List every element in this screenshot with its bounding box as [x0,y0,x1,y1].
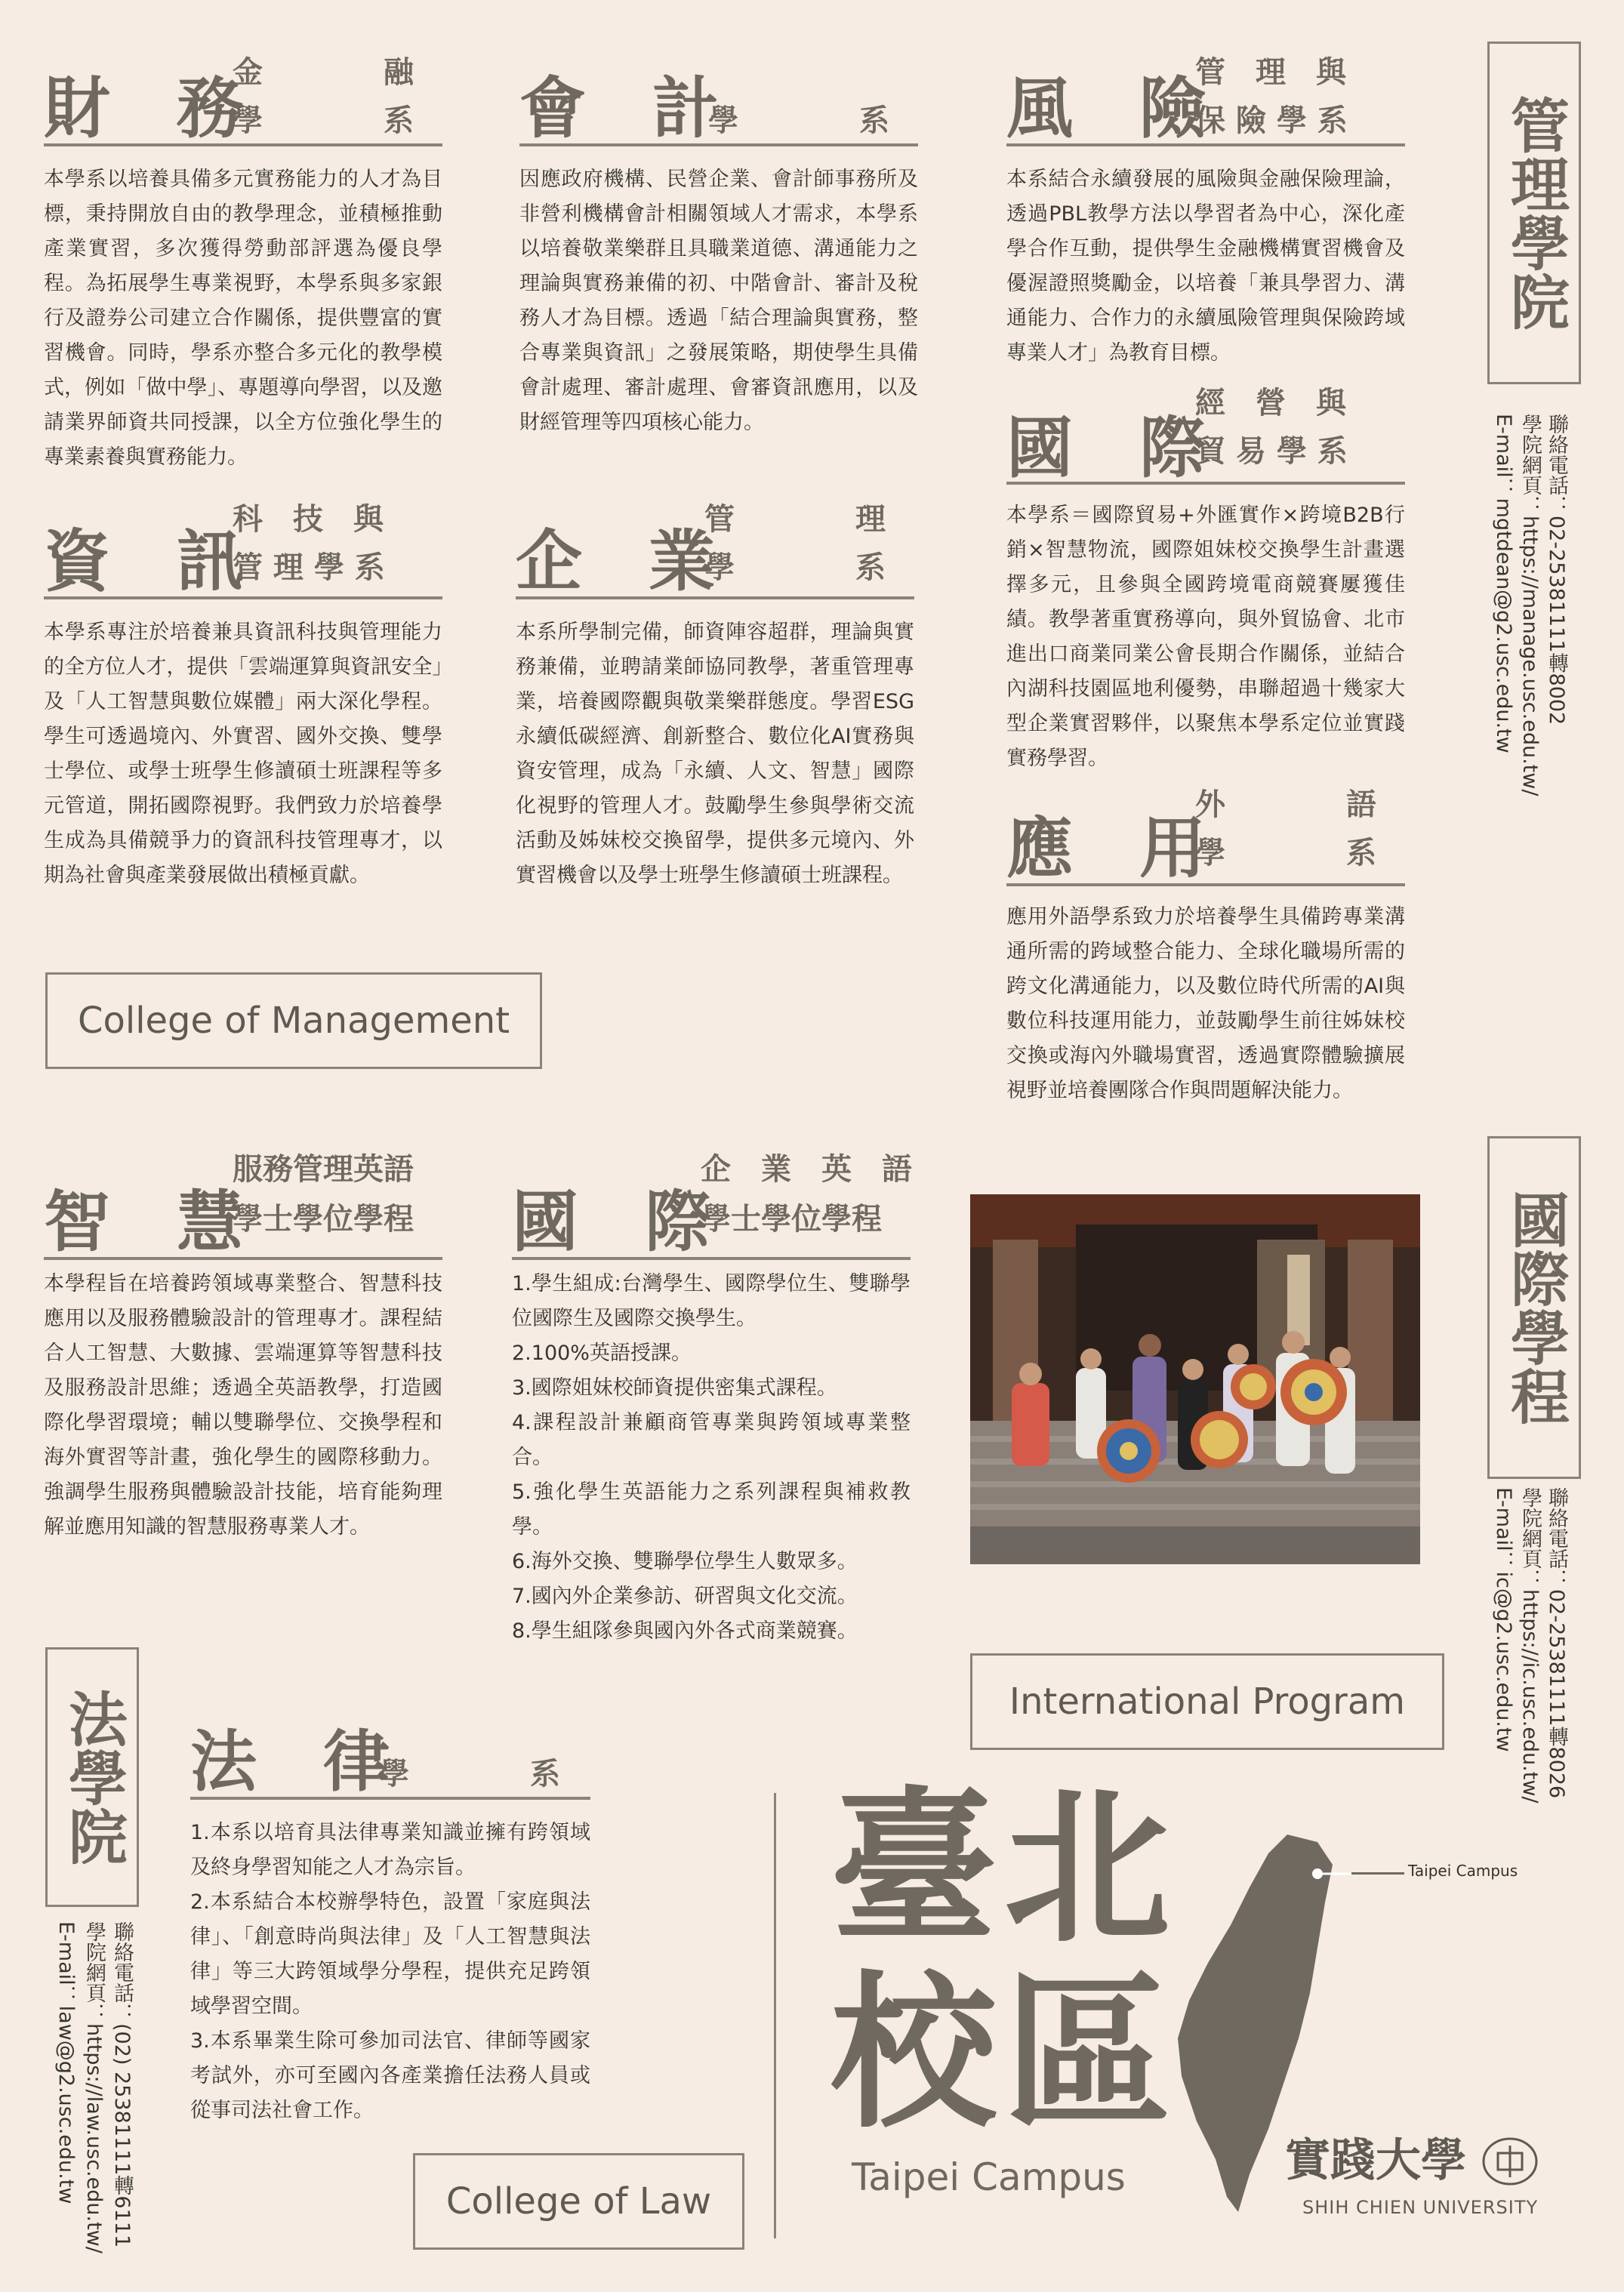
dept-title [190,1684,590,1800]
dept-title [1006,370,1405,485]
dept-sub2: 學 系 [708,103,889,138]
taipei-marker [1312,1868,1323,1879]
dept-title [44,30,442,146]
dept-name: 企 業 [516,522,716,600]
dept-sub1: 外 語 [1195,787,1376,822]
dept-title [519,30,918,146]
dept-sub2: 管 理 學 系 [233,550,385,585]
dept-description: 因應政府機構、民營企業、會計師事務所及非營利機構會計相關領域人才需求，本學系以培養敬業樂群且具職業道德、溝通能力之理論與實務兼備的初、中階會計、審計及稅務人才為目標。透過「結合理論與實務，整合專業與資訊」之發展策略，期使學生具備會計處理、審計處理、會審資訊應用，以及財經管理等四項核心能力。 [519,168,918,434]
dept-business-admin [516,483,914,936]
dept-title [512,1144,911,1260]
dept-title [44,1144,442,1260]
dept-name: 風 險 [1006,69,1206,147]
dept-sub1: 經 營 與 [1195,386,1346,421]
dept-sub1: 服務管理英語 [233,1152,414,1187]
dept-items [512,1267,911,1649]
list-item: 2.本系結合本校辦學特色，設置「家庭與法律」、「創意時尚與法律」及「人工智慧與法律」等三大跨領域學分學程，提供充足跨領域學習空間。 [190,1890,590,2018]
college-law-english: College of Law [413,2153,744,2250]
dept-intl-business-english [512,1144,911,1642]
dept-risk [1006,30,1405,408]
list-item: 5.強化學生英語能力之系列課程與補救教學。 [512,1480,911,1539]
university-name-zh: 實踐大學 [1285,2134,1466,2187]
dept-description: 本學系專注於培養兼具資訊科技與管理能力的全方位人才，提供「雲端運算與資訊安全」及「人工智慧與數位媒體」兩大深化學程。學生可透過境內、外實習、國外交換、雙學士學位、或學士班學生修讀碩士班課程等多元管道，開拓國際視野。我們致力於培養學生成為具備競爭力的資訊科技管理專才，以期為社會與產業發展做出積極貢獻。 [44,621,442,887]
dept-title [1006,30,1405,146]
dept-sub2: 學士學位學程 [701,1202,882,1237]
law-contact-phone: 聯絡電話：(02) 25381111轉6111 [110,1921,134,2248]
dept-name: 智 慧 [44,1183,244,1261]
list-item: 2.100%英語授課。 [512,1342,692,1365]
list-item: 1.學生組成:台灣學生、國際學位生、雙聯學位國際生及國際交換學生。 [512,1272,911,1330]
dept-sub2: 貿 易 學 系 [1195,434,1348,469]
dept-name: 國 際 [512,1183,712,1261]
university-name-en: SHIH CHIEN UNIVERSITY [1302,2197,1539,2218]
dept-intl-trade [1006,370,1405,785]
dept-sub1: 金 融 [233,55,414,90]
list-item: 4.課程設計兼顧商管專業與跨領域專業整合。 [512,1411,911,1469]
dept-title [1006,770,1405,886]
list-item: 3.本系畢業生除可參加司法官、律師等國家考試外，亦可至國內各產業擔任法務人員或從事司法社會工作。 [190,2029,590,2122]
dept-smart-service [44,1144,442,1597]
dept-finance [44,30,442,483]
divider-line [774,1793,776,2238]
campus-title-line2: 校區 [830,1957,1179,2150]
dept-sub2: 學士學位學程 [233,1202,414,1237]
dept-name: 國 際 [1006,409,1206,487]
dept-items [190,1816,590,2128]
list-item: 1.本系以培育具法律專業知識並擁有跨領域及終身學習知能之人才為宗旨。 [190,1821,590,1879]
college-management-title: 管理學院 [1487,42,1581,384]
dept-sub1: 管 理 與 [1195,55,1346,90]
international-contact-web: 學院網頁：https://ic.usc.edu.tw/ [1518,1487,1542,1804]
list-item: 7.國內外企業參訪、研習與文化交流。 [512,1585,858,1608]
dept-description: 本系所學制完備，師資陣容超群，理論與實務兼備，並聘請業師協同教學，著重管理專業，培養國際觀與敬業樂群態度。學習ESG永續低碳經濟、創新整合、數位化AI實務與資安管理，成為「永續、人文、智慧」國際化視野的管理人才。鼓勵學生參與學術交流活動及姊妹校交換留學，提供多元境內、外實習機會以及學士班學生修讀碩士班課程。 [516,621,914,887]
dept-name: 資 訊 [44,522,244,600]
international-contact-phone: 聯絡電話：02-25381111轉8026 [1545,1487,1568,1799]
international-program-english: International Program [970,1653,1444,1750]
law-contact-email: E-mail：law@g2.usc.edu.tw [54,1921,78,2204]
dept-name: 應 用 [1006,809,1206,887]
dept-description: 本學程旨在培養跨領域專業整合、智慧科技應用以及服務體驗設計的管理專才。課程結合人工智慧、大數據、雲端運算等智慧科技及服務設計思維；透過全英語教學，打造國際化學習環境；輔以雙聯學位、交換學程和海外實習等計畫，強化學生的國際移動力。強調學生服務與體驗設計技能，培育能夠理解並應用知識的智慧服務專業人才。 [44,1272,442,1539]
list-item: 3.國際姐妹校師資提供密集式課程。 [512,1376,837,1400]
college-management-english: College of Management [45,972,542,1069]
dept-sub1: 科 技 與 [233,502,384,537]
dept-description: 應用外語學系致力於培養學生具備跨專業溝通所需的跨域整合能力、全球化職場所需的跨文化溝通能力，以及數位時代所需的AI與數位科技運用能力，並鼓勵學生前往姊妹校交換或海內外職場實習，透過實際體驗擴展視野並培養團隊合作與問題解決能力。 [1006,905,1405,1102]
dept-sub2: 學 系 [1195,836,1376,870]
dept-name: 法 律 [190,1723,390,1801]
dept-sub2: 學 系 [704,550,886,585]
campus-english: Taipei Campus [852,2155,1126,2199]
dept-name: 會 計 [519,69,720,147]
management-contact-phone: 聯絡電話：02-25381111轉8002 [1545,414,1568,725]
international-program-title: 國際學程 [1487,1136,1581,1479]
dept-info-mgmt [44,483,442,936]
dept-title [516,483,914,599]
dept-description: 本系結合永續發展的風險與金融保險理論，透過PBL教學方法以學習者為中心，深化產學合作互動，提供學生金融機構實習機會及優渥證照獎勵金，以培養「兼具學習力、溝通能力、合作力的永續風險管理與保險跨域專業人才」為教育目標。 [1006,168,1405,365]
dept-sub2: 保 險 學 系 [1195,103,1348,138]
list-item: 8.學生組隊參與國內外各式商業競賽。 [512,1619,858,1643]
dept-sub2: 學 系 [379,1757,560,1791]
university-emblem-icon [1481,2136,1539,2186]
map-taipei-label: Taipei Campus [1408,1862,1518,1880]
dept-name: 財 務 [44,69,244,147]
map-leader-line [1351,1872,1404,1875]
college-law-title: 法學院 [45,1647,139,1907]
dept-description: 本學系＝國際貿易+外匯實作×跨境B2B行銷×智慧物流，國際姐妹校交換學生計畫選擇多元，且參與全國跨境電商競賽屢獲佳績。教學著重實務導向，與外貿協會、北市進出口商業同業公會長期合作關係，並結合內湖科技園區地利優勢，串聯超過十幾家大型企業實習夥伴，以聚焦本學系定位並實踐實務學習。 [1006,504,1405,770]
dept-title [44,483,442,599]
dept-description: 本學系以培養具備多元實務能力的人才為目標，秉持開放自由的教學理念，並積極推動產業實習，多次獲得勞動部評選為優良學程。為拓展學生專業視野，本學系與多家銀行及證券公司建立合作關係，提供豐富的實習機會。同時，學系亦整合多元化的教學模式，例如「做中學」、專題導向學習，以及邀請業界師資共同授課，以全方位強化學生的專業素養與實務能力。 [44,168,442,469]
list-item: 6.海外交換、雙聯學位學生人數眾多。 [512,1550,858,1573]
dept-accounting [519,30,918,483]
dept-law [190,1684,590,2136]
management-contact-email: E-mail：mgtdean@g2.usc.edu.tw [1492,414,1515,753]
international-contact-email: E-mail：ic@g2.usc.edu.tw [1492,1487,1515,1752]
dept-sub1: 企 業 英 語 [701,1152,912,1187]
management-contact-web: 學院網頁：https://manage.usc.edu.tw/ [1518,414,1542,796]
campus-title-line1: 臺北 [830,1772,1179,1965]
students-photo [970,1194,1420,1564]
dept-applied-foreign-lang [1006,770,1405,1148]
dept-sub2: 學 系 [233,103,414,138]
temple-photo-illustration [970,1194,1420,1564]
dept-sub1: 管 理 [704,502,886,537]
law-contact-web: 學院網頁：https://law.usc.edu.tw/ [82,1921,106,2253]
